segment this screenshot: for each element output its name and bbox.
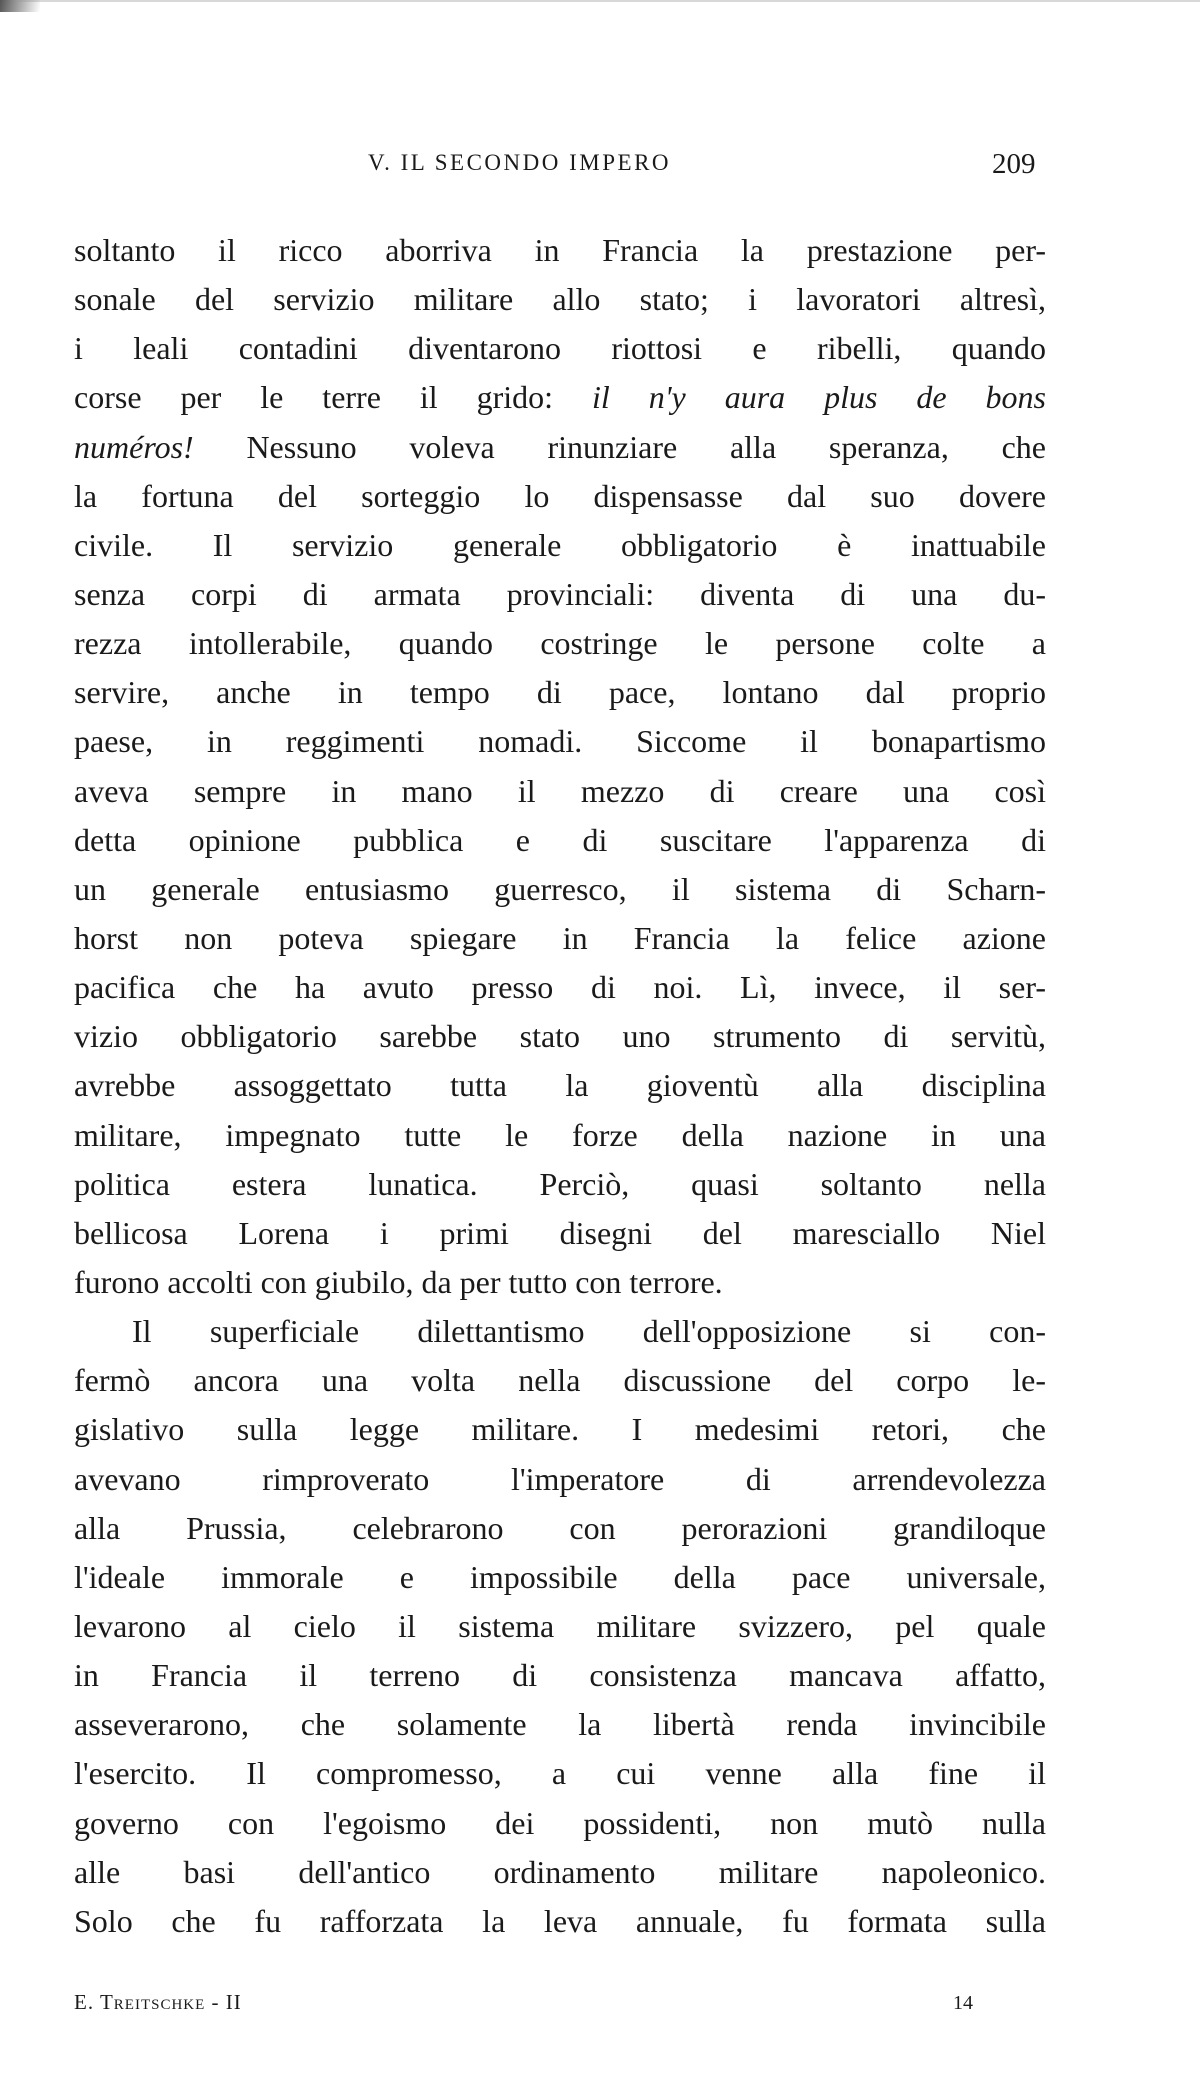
chapter-title: V. IL SECONDO IMPERO [368,150,672,175]
text-line [74,865,1046,914]
text-line [74,570,1046,619]
text-segment: levarono al cielo il sistema militare svizzero, pel quale [74,1607,1046,1644]
text-segment: bellicosa Lorena i primi disegni del maresciallo Niel [74,1214,1046,1251]
text-segment: vizio obbligatorio sarebbe stato uno strumento di servitù, [74,1018,1046,1055]
text-segment: sonale del servizio militare allo stato; i lavoratori altresì, [74,281,1046,318]
text-segment: Nessuno voleva rinunziare alla speranza, che [193,428,1046,465]
text-segment: detta opinione pubblica e di suscitare l'apparenza di [74,821,1046,858]
text-segment: fermò ancora una volta nella discussione del corpo le- [74,1362,1046,1399]
scan-edge-line [0,0,1200,2]
text-segment: asseverarono, che solamente la libertà renda invincibile [74,1706,1046,1743]
text-line [74,1700,1046,1749]
text-segment: militare, impegnato tutte le forze della nazione in una [74,1116,1046,1153]
text-line [74,1848,1046,1897]
text-line [74,816,1046,865]
text-line [74,472,1046,521]
text-line [74,1749,1046,1798]
text-segment: civile. Il servizio generale obbligatorio è inattuabile [74,526,1046,563]
text-segment: avrebbe assoggettato tutta la gioventù alla disciplina [74,1067,1046,1104]
text-segment: alle basi dell'antico ordinamento militare napoleonico. [74,1853,1046,1890]
text-line [74,1258,1046,1307]
text-line [74,521,1046,570]
running-head [0,150,1200,184]
text-line [74,668,1046,717]
text-segment: servire, anche in tempo di pace, lontano dal proprio [74,674,1046,711]
text-line [74,226,1046,275]
text-line [74,1405,1046,1454]
text-line [74,373,1046,422]
text-line [74,423,1046,472]
body-text [74,226,1046,1946]
text-segment: l'esercito. Il compromesso, a cui venne alla fine il [74,1755,1046,1792]
text-line [74,1651,1046,1700]
italic-phrase: numéros! [74,428,194,465]
signature-number: 14 [953,1992,973,2014]
text-segment: Solo che fu rafforzata la leva annuale, fu formata sulla [74,1902,1046,1939]
text-segment: senza corpi di armata provinciali: diventa di una du- [74,575,1046,612]
text-segment: l'ideale immorale e impossibile della pace universale, [74,1558,1046,1595]
text-segment: horst non poteva spiegare in Francia la felice azione [74,919,1046,956]
text-line [74,1356,1046,1405]
text-segment: soltanto il ricco aborriva in Francia la prestazione per- [74,232,1046,268]
text-segment: avevano rimproverato l'imperatore di arrendevolezza [74,1460,1046,1497]
text-line [74,275,1046,324]
text-segment: aveva sempre in mano il mezzo di creare una così [74,772,1046,809]
text-segment: i leali contadini diventarono riottosi e ribelli, quando [74,330,1046,367]
text-line [74,1504,1046,1553]
text-line [74,1455,1046,1504]
text-line [74,963,1046,1012]
text-segment: governo con l'egoismo dei possidenti, non mutò nulla [74,1804,1046,1841]
text-line [74,1307,1046,1356]
text-line [74,767,1046,816]
text-line [74,1209,1046,1258]
text-segment: paese, in reggimenti nomadi. Siccome il bonapartismo [74,723,1046,760]
text-segment: pacifica che ha avuto presso di noi. Lì, invece, il ser- [74,969,1046,1006]
signature-mark: E. Treitschke - II [74,1990,242,2014]
italic-phrase: il n'y aura plus de bons [591,379,1047,416]
text-line [74,1602,1046,1651]
text-segment: un generale entusiasmo guerresco, il sistema di Scharn- [74,870,1046,907]
scan-corner-smudge [0,0,40,12]
text-segment: gislativo sulla legge militare. I medesimi retori, che [74,1411,1046,1448]
text-line [74,324,1046,373]
text-segment: furono accolti con giubilo, da per tutto con terrore. [74,1263,723,1300]
text-line [74,717,1046,766]
text-line [74,1160,1046,1209]
text-line [74,1799,1046,1848]
text-line [74,1553,1046,1602]
text-line [74,1061,1046,1110]
text-segment: alla Prussia, celebrarono con perorazioni grandiloque [74,1509,1046,1546]
text-line [74,1012,1046,1061]
text-segment: politica estera lunatica. Perciò, quasi soltanto nella [74,1165,1046,1202]
text-segment: rezza intollerabile, quando costringe le persone colte a [74,625,1046,662]
text-segment: Il superficiale dilettantismo dell'opposizione si con- [132,1313,1046,1350]
text-segment: corse per le terre il grido: [74,379,592,416]
text-segment: la fortuna del sorteggio lo dispensasse dal suo dovere [74,477,1046,514]
text-line [74,1111,1046,1160]
page-number: 209 [992,148,1036,180]
text-segment: in Francia il terreno di consistenza mancava affatto, [74,1657,1046,1694]
text-line [74,619,1046,668]
text-line [74,1897,1046,1946]
text-line [74,914,1046,963]
